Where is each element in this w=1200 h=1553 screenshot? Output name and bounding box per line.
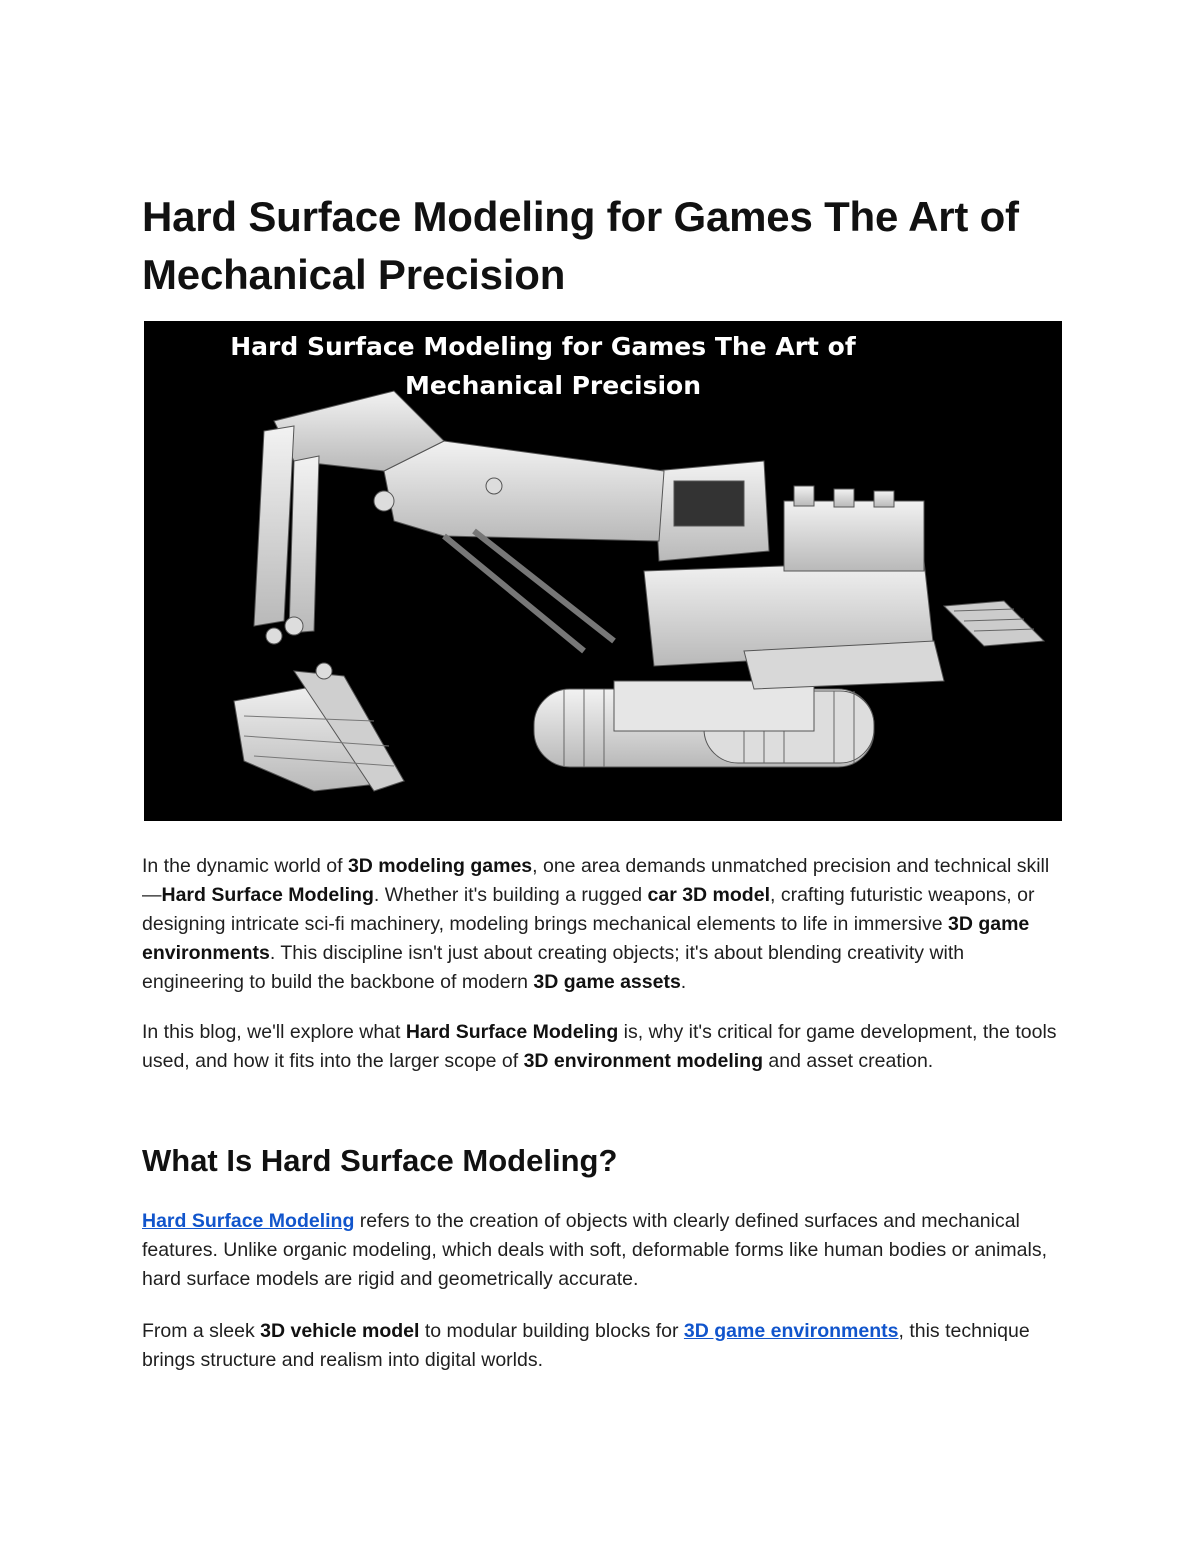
blog-bold: 3D environment modeling — [523, 1050, 764, 1072]
intro-bold: car 3D model — [647, 884, 770, 906]
article-title: Hard Surface Modeling for Games The Art of Mechanical Precision — [142, 193, 1019, 298]
intro-text: In the dynamic world of — [142, 855, 348, 877]
intro-text: . This discipline isn't just about creating objects; it's about blending creativity with engineering to build the backbone of modern — [142, 942, 965, 993]
blog-paragraph — [142, 1018, 1062, 1076]
blog-bold: Hard Surface Modeling — [405, 1021, 619, 1043]
hard-surface-modeling-link[interactable]: Hard Surface Modeling — [142, 1210, 355, 1232]
section-heading: What Is Hard Surface Modeling? — [142, 1143, 618, 1178]
intro-bold: 3D modeling games — [347, 855, 533, 877]
intro-paragraph — [142, 852, 1062, 997]
hero-title-line2: Mechanical Precision — [404, 371, 702, 400]
intro-bold: 3D game environments — [142, 913, 1030, 964]
intro-bold: 3D game assets — [533, 971, 681, 993]
definition-text: refers to the creation of objects with clearly defined surfaces and mechanical features. Unlike organic modeling, which deals with soft, deformable forms like human bodies or animals, hard surface models are rigid and geometrically accurate. — [142, 1210, 1048, 1290]
intro-text: , one area demands unmatched precision and technical skill— — [142, 855, 1050, 906]
intro-text: . — [680, 971, 687, 993]
hero-image — [144, 321, 1062, 821]
intro-bold: Hard Surface Modeling — [161, 884, 374, 906]
3d-game-environments-link[interactable]: 3D game environments — [683, 1320, 899, 1342]
blog-text: In this blog, we'll explore what — [142, 1021, 406, 1043]
intro-text: , crafting futuristic weapons, or designing intricate sci-fi machinery, modeling brings mechanical elements to life in immersive — [142, 884, 1035, 935]
vehicle-bold: 3D vehicle model — [260, 1320, 420, 1342]
intro-text: . Whether it's building a rugged — [373, 884, 648, 906]
vehicle-text: From a sleek — [142, 1320, 261, 1342]
hero-title — [144, 327, 1062, 405]
vehicle-text: , this technique brings structure and realism into digital worlds. — [142, 1320, 1030, 1371]
hero-title-line1: Hard Surface Modeling for Games The Art of — [230, 332, 856, 361]
blog-text: and asset creation. — [763, 1050, 934, 1072]
blog-text: is, why it's critical for game development, the tools used, and how it fits into the larger scope of — [142, 1021, 1057, 1072]
vehicle-paragraph — [142, 1317, 1062, 1375]
vehicle-text: to modular building blocks for — [419, 1320, 684, 1342]
definition-paragraph — [142, 1207, 1062, 1294]
